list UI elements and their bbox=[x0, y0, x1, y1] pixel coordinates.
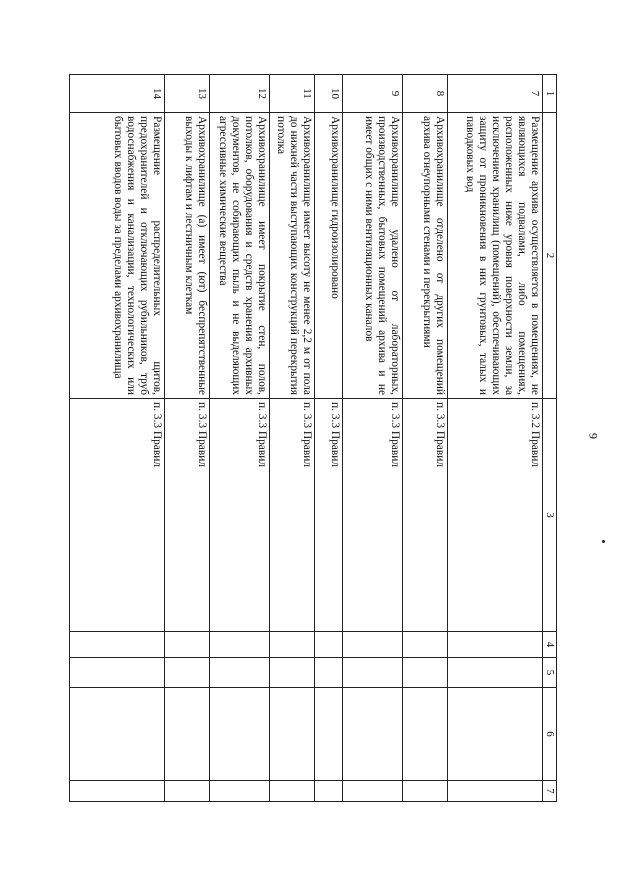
row-answer-no bbox=[70, 658, 165, 688]
row-number: 14 bbox=[70, 75, 165, 113]
row-note bbox=[315, 781, 343, 802]
row-requirement: Архивохранилище удалено от лабораторных, производственных, бытовых помещений архива и не имеет общих с ними вентиляционных каналов bbox=[343, 113, 403, 399]
row-answer-yes bbox=[403, 632, 448, 658]
header-cell: 1 bbox=[543, 75, 557, 113]
row-reference: п. 3.3 Правил bbox=[403, 399, 448, 632]
table-row bbox=[70, 75, 165, 802]
row-number: 11 bbox=[270, 75, 315, 113]
row-note bbox=[210, 781, 270, 802]
table-header-row bbox=[543, 75, 557, 802]
table-row bbox=[210, 75, 270, 802]
row-note bbox=[70, 781, 165, 802]
row-answer-no bbox=[165, 658, 210, 688]
checklist-table bbox=[69, 74, 557, 802]
row-reference: п. 3.3 Правил bbox=[165, 399, 210, 632]
row-reference: п. 3.3 Правил bbox=[210, 399, 270, 632]
row-note bbox=[448, 781, 543, 802]
row-answer-na bbox=[315, 688, 343, 781]
table-row bbox=[403, 75, 448, 802]
row-answer-na bbox=[70, 688, 165, 781]
checklist-table-rotated bbox=[69, 74, 557, 801]
row-note bbox=[343, 781, 403, 802]
row-answer-na bbox=[343, 688, 403, 781]
row-answer-na bbox=[210, 688, 270, 781]
table-row bbox=[343, 75, 403, 802]
row-answer-no bbox=[448, 658, 543, 688]
row-requirement: Размещение архива осуществляется в помещениях, не являющихся подвалами, либо помещениях, расположенных ниже уровня поверхности земли, за исключением хранилищ (помещений), обеспечивающих защиту от проникновения в них грунтовых, талых и паводковых вод bbox=[448, 113, 543, 399]
row-answer-na bbox=[403, 688, 448, 781]
row-answer-na bbox=[448, 688, 543, 781]
row-number: 7 bbox=[448, 75, 543, 113]
row-number: 13 bbox=[165, 75, 210, 113]
row-requirement: Архивохранилище гидроизолировано bbox=[315, 113, 343, 399]
header-cell: 4 bbox=[543, 632, 557, 658]
header-cell: 3 bbox=[543, 399, 557, 632]
row-answer-yes bbox=[448, 632, 543, 658]
table-row bbox=[315, 75, 343, 802]
row-number: 9 bbox=[343, 75, 403, 113]
row-reference: п. 3.3 Правил bbox=[343, 399, 403, 632]
row-answer-yes bbox=[165, 632, 210, 658]
row-number: 8 bbox=[403, 75, 448, 113]
table-row bbox=[165, 75, 210, 802]
row-requirement: Архивохранилище имеет покрытие стен, полов, потолков, оборудования и средств хранения архивных документов, не собирающих пыль и не выделяющих агрессивные химические вещества bbox=[210, 113, 270, 399]
row-requirement: Размещение распределительных щитов, предохранителей и отключающих рубильников, труб водоснабжения и канализации, технологических или бытовых вводов воды за пределами архивохранилища bbox=[70, 113, 165, 399]
header-cell: 5 bbox=[543, 658, 557, 688]
header-cell: 6 bbox=[543, 688, 557, 781]
row-answer-no bbox=[343, 658, 403, 688]
row-answer-yes bbox=[270, 632, 315, 658]
row-number: 10 bbox=[315, 75, 343, 113]
row-answer-no bbox=[270, 658, 315, 688]
row-reference: п. 3.2 Правил bbox=[448, 399, 543, 632]
row-note bbox=[165, 781, 210, 802]
header-cell: 7 bbox=[543, 781, 557, 802]
dot-mark bbox=[602, 540, 605, 543]
row-answer-na bbox=[165, 688, 210, 781]
row-answer-no bbox=[210, 658, 270, 688]
row-answer-no bbox=[403, 658, 448, 688]
row-reference: п. 3.3 Правил bbox=[315, 399, 343, 632]
row-number: 12 bbox=[210, 75, 270, 113]
row-reference: п. 3.3 Правил bbox=[70, 399, 165, 632]
row-answer-yes bbox=[210, 632, 270, 658]
row-answer-yes bbox=[315, 632, 343, 658]
row-answer-no bbox=[315, 658, 343, 688]
table-row bbox=[448, 75, 543, 802]
row-answer-yes bbox=[343, 632, 403, 658]
row-requirement: Архивохранилище отделено от других помещений архива огнеупорными стенами и перекрытиями bbox=[403, 113, 448, 399]
row-requirement: Архивохранилище имеет высоту не менее 2,2 м от пола до нижней части выступающих конструкций перекрытия потолка bbox=[270, 113, 315, 399]
table-row bbox=[270, 75, 315, 802]
header-cell: 2 bbox=[543, 113, 557, 399]
row-requirement: Архивохранилище (а) имеет (ют) беспрепятственные выходы к лифтам и лестничным клеткам bbox=[165, 113, 210, 399]
page-number: 9 bbox=[586, 433, 601, 439]
row-answer-na bbox=[270, 688, 315, 781]
row-reference: п. 3.3 Правил bbox=[270, 399, 315, 632]
row-note bbox=[403, 781, 448, 802]
row-note bbox=[270, 781, 315, 802]
row-answer-yes bbox=[70, 632, 165, 658]
